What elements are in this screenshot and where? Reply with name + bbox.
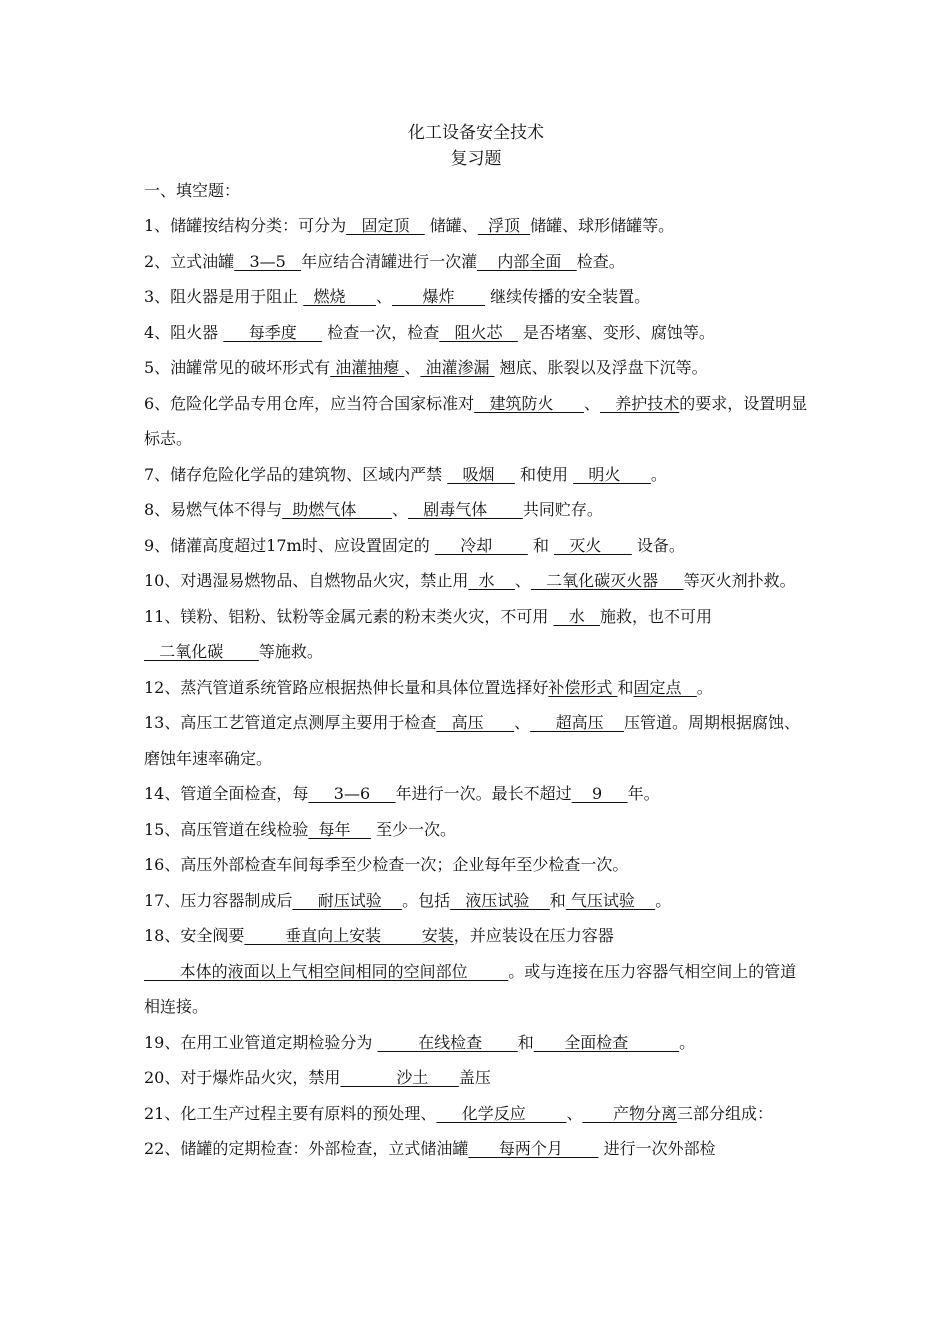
question-text: 是否堵塞、变形、腐蚀等。 [517,322,715,342]
answer-blank: 超高压 [530,713,624,732]
question-item [144,386,808,457]
question-item [144,1131,808,1167]
question-text: 进行一次外部检 [598,1139,716,1158]
question-text: 继续传播的安全装置。 [485,287,651,306]
question-text: 盖压 [458,1068,491,1087]
section-heading: 一、填空题： [144,181,241,200]
question-text: 。或与连接在压力容器气相空间上的管道相连接。 [144,961,797,1016]
question-text: 1、储罐按结构分类：可分为 [144,216,347,235]
question-text: 、 [404,358,421,377]
question-text: 共同贮存。 [522,500,603,519]
question-text: 4、阻火器 [144,322,224,342]
answer-blank: 爆炸 [392,287,486,306]
question-text: 15、高压管道在线检验 [144,819,309,839]
question-text: 17、压力容器制成后 [144,890,293,910]
answer-blank: 固定顶 [346,216,425,235]
question-text: 翘底、胀裂以及浮盘下沉等。 [494,358,708,377]
question-text: 16、高压外部检查车间每季至少检查一次；企业每年至少检查一次。 [144,855,629,874]
answer-blank: 冷却 [434,535,528,555]
answer-blank: 养护技术 [599,393,680,413]
question-item [144,1096,808,1132]
answer-blank: 二氧化碳 [144,642,259,661]
answer-blank: 垂直向上安装 安装 [244,926,454,945]
question-text: 、 [566,1103,583,1123]
question-item [144,350,808,386]
answer-blank: 每年 [308,819,371,839]
document-title: 化工设备安全技术 [408,123,544,143]
answer-blank: 每两个月 [468,1139,599,1158]
answer-blank: 吸烟 [447,464,515,484]
question-item [144,244,808,280]
question-item [144,705,808,776]
question-text: 和 [527,535,555,555]
question-item [144,528,808,564]
answer-blank: 每季度 [223,322,323,342]
question-text: 10、对遇湿易燃物品、自燃物品火灾，禁止用 [144,571,469,590]
question-text: 。 [650,464,667,484]
question-text: 储罐、球形储罐等。 [530,216,675,235]
answer-blank: 浮顶 [477,216,531,235]
question-text: 的要求，设置明显标志。 [144,393,808,448]
answer-blank: 全面检查 [533,1032,680,1052]
question-item [144,670,808,706]
question-text: 检查。 [576,251,625,271]
answer-blank: 水 [468,571,515,590]
answer-blank: 水 [553,606,600,626]
question-item [144,812,808,848]
question-item [144,776,808,812]
answer-blank: 固定点 [633,677,697,697]
question-text: 。包括 [402,890,451,910]
answer-blank: 沙土 [340,1068,459,1087]
question-text: 20、对于爆炸品火灾，禁用 [144,1068,341,1087]
question-item [144,599,808,670]
question-text: 三部分组成： [677,1103,774,1123]
answer-blank: 剧毒气体 [407,500,523,519]
question-text: 检查一次，检查 [322,322,440,342]
question-text: 至少一次。 [370,819,456,839]
question-text: 14、管道全面检查，每 [144,784,309,803]
question-item [144,457,808,493]
question-item [144,563,808,599]
question-item [144,883,808,919]
question-text: 3、阻火器是用于阻止 [144,287,304,306]
question-text: 压管道。周期根据腐蚀、磨蚀年速率确定。 [144,713,800,768]
answer-blank: 燃烧 [303,287,376,306]
answer-blank: 液压试验 [450,890,550,910]
question-item [144,1025,808,1061]
question-text: 施救，也不可用 [599,606,712,626]
answer-blank: 化学反应 [436,1103,567,1123]
question-text: 年应结合清罐进行一次灌 [301,251,478,271]
answer-blank: 3—6 [308,784,396,803]
question-item [144,315,808,351]
question-text: 等施救。 [258,642,323,661]
question-text: 年进行一次。最长不超过 [395,784,572,803]
answer-blank: 耐压试验 [292,890,403,910]
question-text: 年。 [627,784,660,803]
question-item [144,1060,808,1096]
answer-blank: 阻火芯 [439,322,518,342]
question-item [144,208,808,244]
answer-blank: 在线检查 [377,1032,518,1052]
question-text: 12、蒸汽管道系统管路应根据热伸长量和具体位置选择好 [144,677,549,697]
question-text: 13、高压工艺管道定点测厚主要用于检查 [144,713,437,732]
question-text: 7、储存危险化学品的建筑物、区域内严禁 [144,464,448,484]
answer-blank: 气压试验 [565,890,656,910]
question-text: 和 [549,890,566,910]
answer-blank: 二氧化碳灭火器 [530,571,684,590]
question-text: 、 [375,287,392,306]
question-text: 设备。 [631,535,685,555]
question-text: 、 [514,571,531,590]
question-text: 6、危险化学品专用仓库，应当符合国家标准对 [144,393,475,413]
question-item [144,918,808,1025]
question-text: 。 [696,677,713,697]
answer-blank: 灭火 [554,535,632,555]
answer-blank: 9 [571,784,628,803]
answer-blank: 产物分离 [582,1103,678,1123]
question-text: 、 [583,393,600,413]
question-text: 19、在用工业管道定期检验分为 [144,1032,378,1052]
question-text: 、 [391,500,408,519]
question-text: ，并应装设在压力容器 [453,926,614,945]
question-list [144,208,808,1167]
question-text: 18、安全阀要 [144,926,245,945]
answer-blank: 助燃气体 [282,500,392,519]
question-item [144,492,808,528]
question-text: 21、化工生产过程主要有原料的预处理、 [144,1103,437,1123]
question-text: 。 [679,1032,696,1052]
document-subtitle: 复习题 [450,149,502,169]
answer-blank: 3—5 [234,251,302,271]
question-text: 等灭火剂扑救。 [683,571,796,590]
question-text: 9、储灌高度超过17m时、应设置固定的 [144,535,435,555]
question-text: 和 [517,1032,534,1052]
question-text: 。 [655,890,672,910]
answer-blank: 高压 [436,713,515,732]
question-text: 、 [514,713,531,732]
question-text: 5、油罐常见的破坏形式有 [144,358,331,377]
question-item [144,847,808,883]
question-text: 和使用 [514,464,574,484]
question-text: 2、立式油罐 [144,251,235,271]
answer-blank: 油灌渗漏 [420,358,495,377]
answer-blank: 补偿形式 [548,677,618,697]
question-text: 储罐、 [424,216,478,235]
answer-blank: 内部全面 [477,251,577,271]
question-item [144,279,808,315]
question-text: 和 [617,677,634,697]
question-text: 22、储罐的定期检查：外部检查，立式储油罐 [144,1139,469,1158]
question-text: 11、镁粉、铝粉、钛粉等金属元素的粉末类火灾，不可用 [144,606,554,626]
answer-blank: 明火 [573,464,651,484]
answer-blank: 本体的液面以上气相空间相同的空间部位 [144,961,509,981]
question-text: 8、易燃气体不得与 [144,500,283,519]
answer-blank: 油灌抽瘪 [330,358,405,377]
answer-blank: 建筑防火 [474,393,584,413]
